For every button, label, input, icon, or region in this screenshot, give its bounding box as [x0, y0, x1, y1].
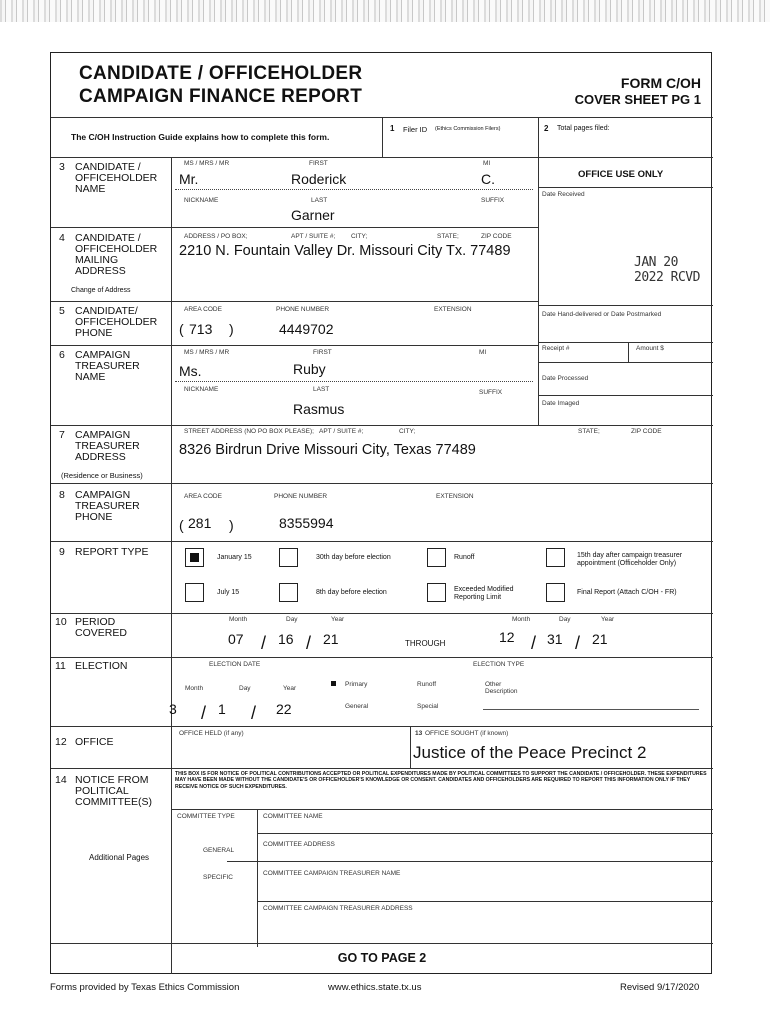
s6-last-label: LAST: [313, 386, 330, 393]
period-to-year: 21: [592, 631, 608, 647]
received-stamp: JAN 20 2022 RCVD: [634, 255, 700, 285]
s7-street-label: STREET ADDRESS (NO PO BOX PLEASE);: [184, 428, 314, 435]
s4-apt-label: APT / SUITE #;: [291, 233, 336, 240]
s8-area-open: (: [179, 517, 184, 533]
s8-num: 8: [59, 489, 65, 501]
s4-zip-label: ZIP CODE: [481, 233, 512, 240]
cb-8th-day[interactable]: [279, 583, 298, 602]
s6-first: Ruby: [293, 361, 326, 377]
s11-date-label: ELECTION DATE: [209, 661, 261, 668]
amount-label: Amount $: [636, 345, 664, 352]
s6-last: Rasmus: [293, 401, 345, 417]
s8-area-close: ): [229, 517, 234, 533]
s10-label: PERIOD COVERED: [75, 616, 127, 639]
s6-nickname-label: NICKNAME: [184, 386, 219, 393]
s9-label: REPORT TYPE: [75, 546, 149, 558]
election-slash-1: /: [201, 703, 207, 723]
s6-prefix: Ms.: [179, 363, 202, 379]
office-use-box: [538, 157, 713, 425]
s3-last: Garner: [291, 207, 335, 223]
s5-area-label: AREA CODE: [184, 306, 222, 313]
filer-id-label: Filer ID: [403, 125, 428, 134]
s8-ext-label: EXTENSION: [436, 493, 474, 500]
s14-num: 14: [55, 774, 67, 786]
s6-ms-label: MS / MRS / MR: [184, 349, 230, 356]
s12-label: OFFICE: [75, 736, 114, 748]
s8-label: CAMPAIGN TREASURER PHONE: [75, 489, 140, 523]
cb-30th-day[interactable]: [279, 548, 298, 567]
s7-state-label: STATE;: [578, 428, 600, 435]
opt-runoff: Runoff: [454, 554, 475, 561]
cover-sheet-label: COVER SHEET PG 1: [574, 92, 701, 107]
s11-month-label: Month: [185, 685, 204, 692]
s4-num: 4: [59, 232, 65, 244]
election-year: 22: [276, 701, 292, 717]
s3-num: 3: [59, 161, 65, 173]
period-from-year: 21: [323, 631, 339, 647]
primary-mark[interactable]: [331, 681, 336, 686]
form-id: FORM C/OH: [620, 75, 701, 91]
opt-other-description: Description: [485, 688, 518, 695]
office-sought-label: OFFICE SOUGHT (if known): [425, 730, 509, 737]
s4-city-label: CITY;: [351, 233, 368, 240]
receipt-label: Receipt #: [542, 345, 570, 352]
opt-other-label: Other: [485, 681, 502, 688]
period-from-slash-2: /: [306, 633, 312, 653]
cb-final-report[interactable]: [546, 583, 565, 602]
s3-mi: C.: [481, 171, 495, 187]
cb-january-15[interactable]: [185, 548, 204, 567]
s5-num: 5: [59, 305, 65, 317]
s13-num: 13: [415, 730, 423, 737]
s7-note: (Residence or Business): [61, 471, 143, 480]
s11-num: 11: [55, 660, 66, 672]
committee-general: GENERAL: [203, 847, 235, 854]
footer-website[interactable]: www.ethics.state.tx.us: [328, 982, 422, 993]
committee-treasurer-name-label: COMMITTEE CAMPAIGN TREASURER NAME: [263, 870, 401, 877]
opt-general: General: [345, 703, 369, 710]
s7-apt-label: APT / SUITE #;: [319, 428, 364, 435]
opt-15th-day: 15th day after campaign treasurer appointment (Officeholder Only): [577, 552, 683, 567]
s3-nickname-label: NICKNAME: [184, 197, 219, 204]
s8-area-label: AREA CODE: [184, 493, 222, 500]
s6-first-label: FIRST: [313, 349, 332, 356]
s10-year-label: Year: [331, 616, 345, 623]
s6-label: CAMPAIGN TREASURER NAME: [75, 349, 140, 383]
s10-to-day-label: Day: [559, 616, 571, 623]
committee-type-label: COMMITTEE TYPE: [177, 813, 235, 820]
s10-day-label: Day: [286, 616, 298, 623]
cb-exceeded-limit[interactable]: [427, 583, 446, 602]
election-month: 3: [169, 701, 177, 717]
s8-area: 281: [188, 515, 212, 531]
cb-runoff[interactable]: [427, 548, 446, 567]
s6-suffix-label: SUFFIX: [479, 389, 503, 396]
s7-label: CAMPAIGN TREASURER ADDRESS: [75, 429, 140, 463]
change-of-address[interactable]: Change of Address: [71, 287, 131, 294]
s5-ext-label: EXTENSION: [434, 306, 472, 313]
s4-address: 2210 N. Fountain Valley Dr. Missouri City Tx. 77489: [179, 243, 511, 259]
s5-phone-label: PHONE NUMBER: [276, 306, 330, 313]
filer-id-hint: (Ethics Commission Filers): [435, 126, 501, 132]
s10-month-label: Month: [229, 616, 248, 623]
committee-specific: SPECIFIC: [203, 874, 233, 881]
s11-type-label: ELECTION TYPE: [473, 661, 525, 668]
election-slash-2: /: [251, 703, 257, 723]
office-use-title: OFFICE USE ONLY: [578, 169, 664, 180]
cover-sheet-form: [50, 52, 712, 974]
s11-day-label: Day: [239, 685, 251, 692]
committee-address-label: COMMITTEE ADDRESS: [263, 841, 335, 848]
period-from-slash-1: /: [261, 633, 267, 653]
election-day: 1: [218, 701, 226, 717]
hand-delivered-label: Date Hand-delivered or Date Postmarked: [542, 311, 662, 318]
s14-label: NOTICE FROM POLITICAL COMMITTEE(S): [75, 774, 152, 808]
s10-to-month-label: Month: [512, 616, 531, 623]
footer-provider: Forms provided by Texas Ethics Commission: [50, 982, 240, 993]
title-line-1: CANDIDATE / OFFICEHOLDER: [79, 63, 363, 84]
scan-noise-band: [0, 0, 770, 22]
s9-num: 9: [59, 546, 65, 558]
s8-phone: 8355994: [279, 515, 334, 531]
additional-pages: Additional Pages: [89, 853, 150, 862]
opt-30th-day: 30th day before election: [316, 554, 391, 561]
date-processed-label: Date Processed: [542, 375, 589, 382]
notice-text: THIS BOX IS FOR NOTICE OF POLITICAL CONTRIBUTIONS ACCEPTED OR POLITICAL EXPENDITURES MADE BY POLITICAL COMMITTEES TO SUPPORT THE CANDIDATE / OFFICEHOLDER. THESE EXPENDITURES MAY HAVE BEEN MADE WITHOUT THE CANDIDATE'S OR OFFICEHOLDER'S KNOWLEDGE OR CONSENT. CANDIDATES AND OFFICEHOLDERS ARE REQUIRED TO REPORT THIS INFORMATION ONLY IF THEY RECEIVE NOTICE OF SUCH EXPENDITURES.: [175, 771, 707, 790]
opt-special: Special: [417, 703, 439, 710]
s3-first-label: FIRST: [309, 160, 328, 167]
period-to-day: 31: [547, 631, 563, 647]
period-from-month: 07: [228, 631, 244, 647]
s3-ms-label: MS / MRS / MR: [184, 160, 230, 167]
s11-year-label: Year: [283, 685, 297, 692]
s5-phone: 4449702: [279, 321, 334, 337]
opt-july-15: July 15: [217, 589, 240, 596]
s7-address: 8326 Birdrun Drive Missouri City, Texas 77489: [179, 442, 476, 458]
opt-exceeded-limit: Exceeded Modified Reporting Limit: [454, 586, 514, 601]
period-to-slash-2: /: [575, 633, 581, 653]
filer-id-num: 1: [390, 124, 395, 133]
through-label: THROUGH: [405, 639, 446, 648]
s5-label: CANDIDATE/ OFFICEHOLDER PHONE: [75, 305, 158, 339]
date-imaged-label: Date Imaged: [542, 400, 580, 407]
s3-suffix-label: SUFFIX: [481, 197, 505, 204]
cb-15th-day[interactable]: [546, 548, 565, 567]
s12-num: 12: [55, 736, 67, 748]
s4-label: CANDIDATE / OFFICEHOLDER MAILING ADDRESS: [75, 232, 158, 277]
opt-8th-day: 8th day before election: [316, 589, 387, 596]
cb-july-15[interactable]: [185, 583, 204, 602]
opt-january-15: January 15: [217, 554, 252, 561]
s8-phone-label: PHONE NUMBER: [274, 493, 328, 500]
s7-city-label: CITY;: [399, 428, 416, 435]
opt-final-report: Final Report (Attach C/OH - FR): [577, 589, 677, 596]
opt-runoff-election: Runoff: [417, 681, 437, 688]
date-received-label: Date Received: [542, 191, 585, 198]
s7-num: 7: [59, 429, 65, 441]
s11-label: ELECTION: [75, 660, 128, 672]
period-to-month: 12: [499, 629, 515, 645]
office-sought-value: Justice of the Peace Precinct 2: [413, 743, 647, 762]
total-pages-label: Total pages filed:: [557, 125, 610, 132]
s10-to-year-label: Year: [601, 616, 615, 623]
s3-prefix: Mr.: [179, 171, 199, 187]
s6-num: 6: [59, 349, 65, 361]
s4-state-label: STATE;: [437, 233, 459, 240]
opt-primary: Primary: [345, 681, 368, 688]
s3-first: Roderick: [291, 171, 347, 187]
committee-treasurer-address-label: COMMITTEE CAMPAIGN TREASURER ADDRESS: [263, 905, 413, 912]
s4-addr-label: ADDRESS / PO BOX;: [184, 233, 248, 240]
office-held-label: OFFICE HELD (if any): [179, 730, 244, 737]
title-line-2: CAMPAIGN FINANCE REPORT: [79, 86, 363, 107]
s5-area-open: (: [179, 321, 184, 337]
s5-area-close: ): [229, 321, 234, 337]
s3-last-label: LAST: [311, 197, 328, 204]
s6-mi-label: MI: [479, 349, 487, 356]
s5-area: 713: [189, 321, 213, 337]
period-to-slash-1: /: [531, 633, 537, 653]
period-from-day: 16: [278, 631, 294, 647]
committee-name-label: COMMITTEE NAME: [263, 813, 323, 820]
footer-revised: Revised 9/17/2020: [620, 982, 700, 993]
s3-label: CANDIDATE / OFFICEHOLDER NAME: [75, 161, 158, 195]
s3-mi-label: MI: [483, 160, 491, 167]
s10-num: 10: [55, 616, 67, 628]
go-to-page-2[interactable]: GO TO PAGE 2: [337, 951, 427, 965]
instruction-guide-text: The C/OH Instruction Guide explains how to complete this form.: [71, 132, 330, 142]
s7-zip-label: ZIP CODE: [631, 428, 662, 435]
total-pages-num: 2: [544, 124, 549, 133]
